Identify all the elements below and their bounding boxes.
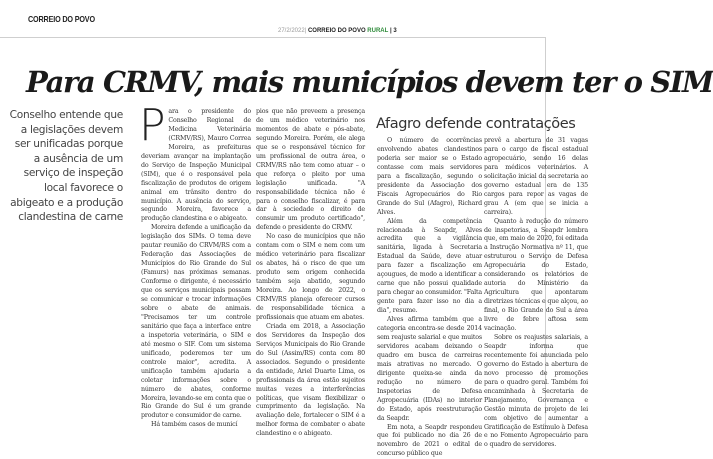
article-column-2 bbox=[256, 108, 365, 439]
page-folio bbox=[278, 28, 397, 34]
article-column-1 bbox=[141, 108, 251, 430]
paragraph: No caso de municípios que não contam com o SIM e nem com um médico veterinário para fiscalizar os abates, há o risco de que um produto sem origem conhecida também seja abatido, segundo Moreira. Ao longo de 2022, o CRMV/RS planeja oferecer cursos de responsabilidade técnica a profissionais que atuam em abates. bbox=[256, 233, 365, 323]
frame-top-rule bbox=[0, 37, 545, 38]
issue-date: 27/2/2022 bbox=[278, 28, 305, 34]
article-deck: Conselho entende que a legislações devem ser unificadas porque a ausência de um serviço de inspeção local favorece o abigeato e a produção clandestina de carne bbox=[8, 108, 123, 225]
newspaper-name: CORREIO DO POVO bbox=[28, 14, 95, 24]
paragraph: Alves afirma também que a categoria encontra-se desde 2014 sem reajuste salarial e que muitos servidores acabam deixando o quadro em busca de carreiras mais atrativas no mercado. O dirigente queixa-se ainda da redução no número de Inspetorias de Defesa Agropecuária (IDAs) no interior do Estado, após reestruturação da Seapdr. bbox=[377, 316, 482, 423]
sidebar-column-1 bbox=[377, 137, 482, 459]
paragraph: Além da competência relacionada à Seapdr, Alves acredita que a vigilância sanitária, ligada à Secretaria Estadual da Saúde, deve atuar para fazer a fiscalização em açougues, de modo a identificar a carne que não possui qualidade para chegar ao consumidor. "Falta gente para fazer isso no dia a dia", resume. bbox=[377, 218, 482, 316]
article-headline: Para CRMV, mais municípios devem ter o SIM bbox=[26, 65, 546, 99]
paragraph: Moreira defende a unificação da legislação dos SIMs. O tema deve pautar reunião do CRVM/RS com a Federação das Associações de Municípios do Rio Grande do Sul (Famurs) nas próximas semanas. Conforme o dirigente, é necessário que os serviços municipais possam se comunicar e trocar informações sobre o abate de animais. "Precisamos ter um controle sanitário que faça a interface entre a inspetoria veterinária, o SIM e até mesmo o SIF. Com um sistema unificado, poderemos ter um controle maior", acredita. A unificação também ajudaria a coletar informações sobre o número de abates, conforme Moreira, levando-se em conta que o Rio Grande do Sul é um grande produtor e consumidor de carne. bbox=[141, 224, 251, 421]
paragraph-continued: prevê a abertura de 31 vagas para o cargo de fiscal estadual agropecuário, sendo 16 delas para médicos veterinários. A solicitação inicial da secretaria ao governo estadual era de 135 cargos para repor as vagas de grau A (em que se inicia a carreira). bbox=[484, 137, 588, 218]
page-number: | 3 bbox=[390, 28, 397, 34]
paragraph: Criada em 2018, a Associação dos Servidores da Inspeção dos Serviços Municipais do Rio Grande do Sul (Assim/RS) conta com 80 associados. Segundo o presidente da entidade, Ariel Duarte Lima, os profissionais da área estão sujeitos muitas vezes a interferências políticas, que visam flexibilizar o cumprimento da legislação. Na avaliação dele, fortalecer o SIM é a melhor forma de combater o abate clandestino e o abigeato. bbox=[256, 323, 365, 439]
paragraph: Há também casos de municí bbox=[141, 421, 251, 430]
sidebar-subhead: Afagro defende contratações bbox=[376, 116, 575, 132]
section-name: CORREIO DO POVO bbox=[308, 28, 366, 34]
drop-cap: P bbox=[139, 108, 165, 144]
folio-separator: | bbox=[305, 28, 308, 34]
paragraph: O número de ocorrências envolvendo abates clandestinos poderia ser maior se o Estado contasse com mais servidores para a fiscalização, segundo o presidente da Associação dos Fiscais Agropecuários do Rio Grande do Sul (Afagro), Richard Alves. bbox=[377, 137, 482, 218]
paragraph-continued: pios que não preveem a presença de um médico veterinário nos momentos de abate e pós-abate, segundo Moreira. Porém, ele alega que se o responsável técnico for um profissional de outra área, o CRMV/RS não tem como atuar – o que reforça o pleito por uma legislação unificada. "A responsabilidade técnica não é para o conselho fiscalizar, é para dar à sociedade o direito de consumir um produto certificado", defende o presidente do CRMV. bbox=[256, 108, 365, 233]
paragraph bbox=[141, 108, 251, 224]
paragraph: Em nota, a Seapdr respondeu que foi publicado no dia 26 de novembro de 2021 o edital de concurso público que bbox=[377, 424, 482, 459]
section-accent: RURAL bbox=[367, 28, 388, 34]
sidebar-column-2 bbox=[484, 137, 588, 450]
paragraph: Sobre os reajustes salariais, a Seapdr informa que recentemente foi anunciada pelo governo do Estado a abertura de novo processo de promoções para o quadro geral. Também foi encaminhada à Secretaria de Planejamento, Governança e Gestão minuta de projeto de lei com objetivo de aumentar a Gratificação de Estímulo à Defesa e no Fomento Agropecuário para o quadro de servidores. bbox=[484, 334, 588, 450]
paragraph-text: ara o presidente do Conselho Regional de Medicina Veterinária (CRMV/RS), Mauro Correa Moreira, as prefeituras deveriam avançar na implantação do Serviço de Inspeção Municipal (SIM), que é o responsável pela fiscalização de produtos de origem animal em trânsito dentro do município. A ausência do serviço, segundo Moreira, favorece a produção clandestina e o abigeato. bbox=[141, 108, 251, 222]
paragraph: Quanto à redução do número de inspetorias, a Seapdr lembra que, em maio de 2020, foi editada a Instrução Normativa nº 11, que estruturou o Serviço de Defesa Agropecuária do Estado, considerando os relatórios de autoria do Ministério da Agricultura que apontaram diretrizes técnicas e que alçou, ao final, o Rio Grande do Sul a área livre de febre aftosa sem vacinação. bbox=[484, 218, 588, 334]
